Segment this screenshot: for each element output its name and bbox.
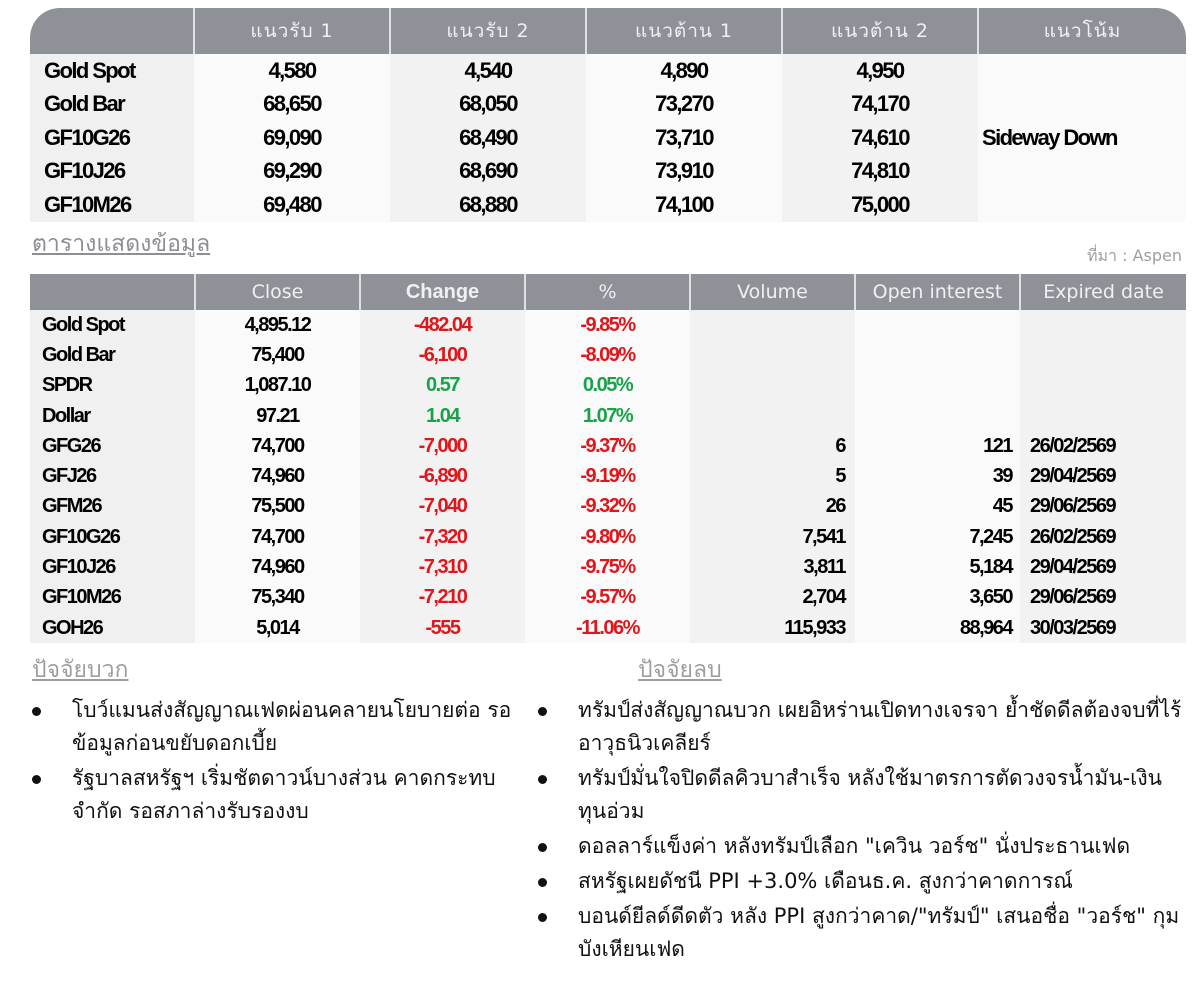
open-interest-value: 121 — [855, 431, 1020, 461]
column-header-close: Close — [195, 274, 360, 310]
support-1-value: 69,480 — [194, 188, 390, 222]
expired-date-value: 29/06/2569 — [1020, 583, 1186, 613]
factor-text: บอนด์ยีลด์ดีดตัว หลัง PPI สูงกว่าคาด/"ทรัมป์" เสนอชื่อ "วอร์ช" กุมบังเหียนเฟด — [578, 904, 1180, 961]
support-1-value: 69,290 — [194, 155, 390, 189]
column-header-support-1: แนวรับ 1 — [194, 8, 390, 54]
resistance-2-value: 75,000 — [782, 188, 978, 222]
volume-value: 115,933 — [690, 613, 855, 643]
percent-change-value: -9.85% — [525, 310, 690, 340]
open-interest-value: 7,245 — [855, 522, 1020, 552]
resistance-1-value: 73,710 — [586, 121, 782, 155]
instrument-name: GF10J26 — [30, 155, 194, 189]
bullet-icon — [32, 707, 41, 716]
close-value: 74,700 — [195, 431, 360, 461]
positive-factors-title: ปัจจัยบวก — [32, 657, 129, 683]
data-source-label: ที่มา : Aspen — [1086, 246, 1182, 265]
percent-change-value: -11.06% — [525, 613, 690, 643]
open-interest-value: 39 — [855, 461, 1020, 491]
support-resistance-table — [30, 8, 1186, 222]
column-header-expired-date: Expired date — [1020, 274, 1186, 310]
change-value: 0.57 — [360, 371, 525, 401]
instrument-name: Gold Spot — [30, 54, 194, 88]
trend-value: Sideway Down — [978, 54, 1186, 222]
volume-value: 26 — [690, 492, 855, 522]
close-value: 5,014 — [195, 613, 360, 643]
table-row — [30, 401, 1186, 431]
table-row — [30, 583, 1186, 613]
table-row — [30, 492, 1186, 522]
percent-change-value: -9.75% — [525, 552, 690, 582]
instrument-name: GF10G26 — [30, 522, 195, 552]
change-value: -482.04 — [360, 310, 525, 340]
percent-change-value: -9.57% — [525, 583, 690, 613]
percent-change-value: -9.32% — [525, 492, 690, 522]
change-value: -7,040 — [360, 492, 525, 522]
instrument-name: GFG26 — [30, 431, 195, 461]
instrument-name: GF10J26 — [30, 552, 195, 582]
close-value: 97.21 — [195, 401, 360, 431]
volume-value — [690, 340, 855, 370]
bullet-icon — [538, 707, 547, 716]
change-value: -7,000 — [360, 431, 525, 461]
close-value: 74,960 — [195, 552, 360, 582]
column-header-trend: แนวโน้ม — [978, 8, 1186, 54]
change-value: -7,310 — [360, 552, 525, 582]
instrument-name: GFM26 — [30, 492, 195, 522]
bullet-icon — [538, 913, 547, 922]
open-interest-value — [855, 401, 1020, 431]
open-interest-value: 3,650 — [855, 583, 1020, 613]
change-value: 1.04 — [360, 401, 525, 431]
open-interest-value — [855, 310, 1020, 340]
factor-text: รัฐบาลสหรัฐฯ เริ่มชัตดาวน์บางส่วน คาดกระทบจำกัด รอสภาล่างรับรองงบ — [72, 766, 496, 823]
column-header — [30, 274, 195, 310]
factor-text: ทรัมป์มั่นใจปิดดีลคิวบาสำเร็จ หลังใช้มาตรการตัดวงจรน้ำมัน-เงินทุนอ่วม — [578, 766, 1162, 823]
instrument-name: GF10M26 — [30, 583, 195, 613]
open-interest-value: 5,184 — [855, 552, 1020, 582]
volume-value: 6 — [690, 431, 855, 461]
bullet-icon — [538, 775, 547, 784]
close-value: 75,500 — [195, 492, 360, 522]
percent-change-value: -9.37% — [525, 431, 690, 461]
factor-text: สหรัฐเผยดัชนี PPI +3.0% เดือนธ.ค. สูงกว่าคาดการณ์ — [578, 869, 1073, 893]
volume-value — [690, 371, 855, 401]
volume-value: 2,704 — [690, 583, 855, 613]
change-value: -7,320 — [360, 522, 525, 552]
section-title: ตารางแสดงข้อมูล — [32, 231, 211, 257]
negative-factors-list — [538, 694, 1188, 966]
list-item — [538, 865, 1188, 898]
volume-value: 3,811 — [690, 552, 855, 582]
percent-change-value: 1.07% — [525, 401, 690, 431]
open-interest-value — [855, 340, 1020, 370]
open-interest-value: 45 — [855, 492, 1020, 522]
support-1-value: 68,650 — [194, 88, 390, 122]
volume-value: 5 — [690, 461, 855, 491]
positive-factors-list — [32, 694, 522, 828]
bullet-icon — [538, 878, 547, 887]
volume-value: 7,541 — [690, 522, 855, 552]
column-header-resistance-1: แนวต้าน 1 — [586, 8, 782, 54]
support-1-value: 69,090 — [194, 121, 390, 155]
instrument-name: SPDR — [30, 371, 195, 401]
column-header-percent: % — [525, 274, 690, 310]
bullet-icon — [538, 843, 547, 852]
positive-factors — [32, 652, 522, 830]
column-header-change: Change — [360, 274, 525, 310]
open-interest-value — [855, 371, 1020, 401]
instrument-name: GF10G26 — [30, 121, 194, 155]
close-value: 75,340 — [195, 583, 360, 613]
percent-change-value: 0.05% — [525, 371, 690, 401]
close-value: 74,700 — [195, 522, 360, 552]
expired-date-value: 29/06/2569 — [1020, 492, 1186, 522]
factor-text: โบว์แมนส่งสัญญาณเฟดผ่อนคลายนโยบายต่อ รอข้อมูลก่อนขยับดอกเบี้ย — [72, 698, 512, 755]
expired-date-value: 30/03/2569 — [1020, 613, 1186, 643]
table-row — [30, 340, 1186, 370]
column-header-open-interest: Open interest — [855, 274, 1020, 310]
table-header-row — [30, 274, 1186, 310]
expired-date-value: 29/04/2569 — [1020, 461, 1186, 491]
column-header — [30, 8, 194, 54]
negative-factors-title: ปัจจัยลบ — [638, 657, 722, 683]
close-value: 4,895.12 — [195, 310, 360, 340]
resistance-2-value: 74,810 — [782, 155, 978, 189]
expired-date-value — [1020, 401, 1186, 431]
list-item — [538, 830, 1188, 863]
expired-date-value — [1020, 340, 1186, 370]
instrument-name: Gold Bar — [30, 88, 194, 122]
negative-factors — [538, 652, 1188, 968]
support-2-value: 4,540 — [390, 54, 586, 88]
instrument-name: GFJ26 — [30, 461, 195, 491]
resistance-1-value: 74,100 — [586, 188, 782, 222]
close-value: 1,087.10 — [195, 371, 360, 401]
column-header-support-2: แนวรับ 2 — [390, 8, 586, 54]
support-2-value: 68,690 — [390, 155, 586, 189]
expired-date-value: 26/02/2569 — [1020, 522, 1186, 552]
table-row — [30, 310, 1186, 340]
percent-change-value: -9.80% — [525, 522, 690, 552]
resistance-2-value: 74,610 — [782, 121, 978, 155]
volume-value — [690, 310, 855, 340]
support-2-value: 68,490 — [390, 121, 586, 155]
close-value: 74,960 — [195, 461, 360, 491]
support-2-value: 68,050 — [390, 88, 586, 122]
resistance-1-value: 4,890 — [586, 54, 782, 88]
instrument-name: Dollar — [30, 401, 195, 431]
resistance-1-value: 73,910 — [586, 155, 782, 189]
support-2-value: 68,880 — [390, 188, 586, 222]
list-item — [538, 694, 1188, 760]
table-row — [30, 461, 1186, 491]
support-1-value: 4,580 — [194, 54, 390, 88]
instrument-name: Gold Bar — [30, 340, 195, 370]
change-value: -6,100 — [360, 340, 525, 370]
close-value: 75,400 — [195, 340, 360, 370]
table-row — [30, 54, 1186, 88]
factor-text: ทรัมป์ส่งสัญญาณบวก เผยอิหร่านเปิดทางเจรจา ย้ำชัดดีลต้องจบที่ไร้อาวุธนิวเคลียร์ — [578, 698, 1182, 755]
column-header-volume: Volume — [690, 274, 855, 310]
instrument-name: GOH26 — [30, 613, 195, 643]
table-row — [30, 522, 1186, 552]
instrument-name: GF10M26 — [30, 188, 194, 222]
resistance-2-value: 74,170 — [782, 88, 978, 122]
expired-date-value: 29/04/2569 — [1020, 552, 1186, 582]
change-value: -555 — [360, 613, 525, 643]
resistance-2-value: 4,950 — [782, 54, 978, 88]
change-value: -6,890 — [360, 461, 525, 491]
resistance-1-value: 73,270 — [586, 88, 782, 122]
instrument-name: Gold Spot — [30, 310, 195, 340]
factor-text: ดอลลาร์แข็งค่า หลังทรัมป์เลือก "เควิน วอร์ช" นั่งประธานเฟด — [578, 834, 1131, 858]
column-header-resistance-2: แนวต้าน 2 — [782, 8, 978, 54]
bullet-icon — [32, 775, 41, 784]
table-row — [30, 431, 1186, 461]
expired-date-value — [1020, 310, 1186, 340]
percent-change-value: -8.09% — [525, 340, 690, 370]
volume-value — [690, 401, 855, 431]
table-row — [30, 613, 1186, 643]
table-header-row — [30, 8, 1186, 54]
list-item — [538, 900, 1188, 966]
market-data-table — [30, 274, 1186, 643]
change-value: -7,210 — [360, 583, 525, 613]
percent-change-value: -9.19% — [525, 461, 690, 491]
list-item — [32, 762, 522, 828]
expired-date-value: 26/02/2569 — [1020, 431, 1186, 461]
open-interest-value: 88,964 — [855, 613, 1020, 643]
expired-date-value — [1020, 371, 1186, 401]
table-row — [30, 552, 1186, 582]
list-item — [32, 694, 522, 760]
list-item — [538, 762, 1188, 828]
table-row — [30, 371, 1186, 401]
